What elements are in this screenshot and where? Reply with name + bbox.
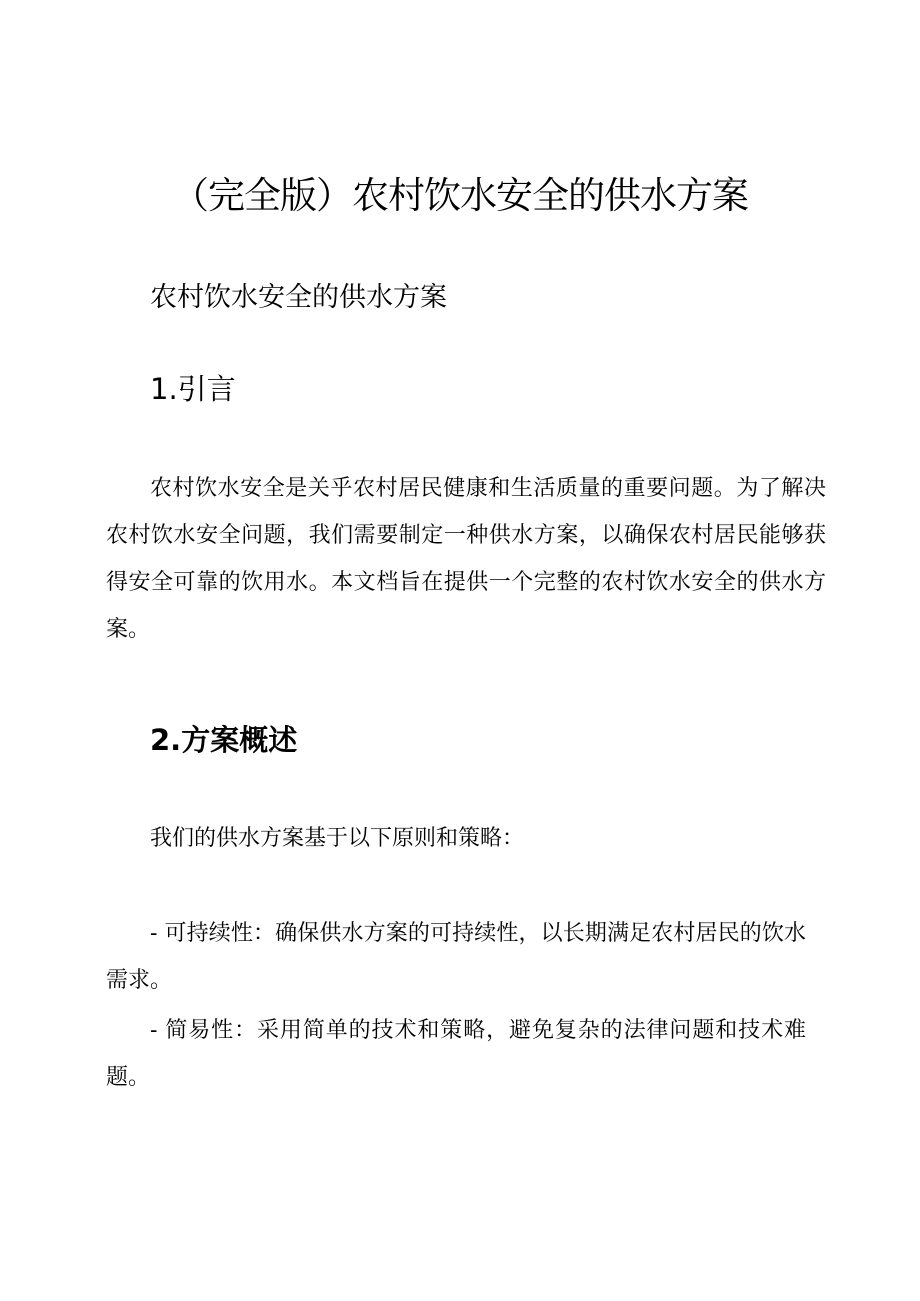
section-1-heading: 1.引言 (150, 372, 236, 406)
section-2-intro: 我们的供水方案基于以下原则和策略： (150, 826, 525, 851)
document-title: （完全版）农村饮水安全的供水方案 (172, 174, 748, 217)
document-subtitle: 农村饮水安全的供水方案 (150, 282, 447, 313)
section-1-paragraph: 农村饮水安全是关乎农村居民健康和生活质量的重要问题。为了解决农村饮水安全问题，我们需要制定一种供水方案，以确保农村居民能够获得安全可靠的饮用水。本文档旨在提供一个完整的农村饮水安全的供水方案。 (106, 476, 826, 642)
principle-item-simplicity: - 简易性：采用简单的技术和策略，避免复杂的法律问题和技术难题。 (106, 1018, 806, 1090)
section-2-heading: 2.方案概述 (150, 723, 298, 757)
principle-item-sustainability: - 可持续性：确保供水方案的可持续性，以长期满足农村居民的饮水需求。 (106, 921, 806, 993)
